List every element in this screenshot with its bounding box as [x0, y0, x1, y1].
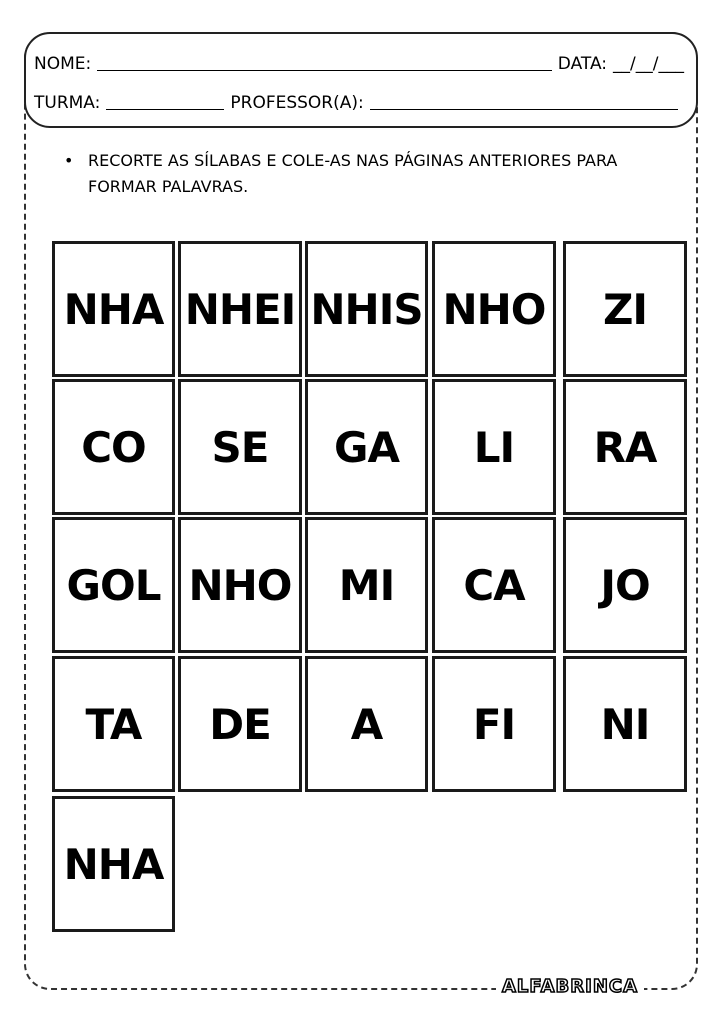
syllable-card[interactable]: CA [432, 517, 556, 653]
syllable-card[interactable]: GA [305, 379, 428, 515]
teacher-field[interactable] [370, 91, 678, 110]
syllable-card[interactable]: LI [432, 379, 556, 515]
date-label: DATA: [557, 54, 608, 74]
instruction-text: RECORTE AS SÍLABAS E COLE-AS NAS PÁGINAS ANTERIORES PARA FORMAR PALAVRAS. [88, 151, 618, 196]
syllable-card[interactable]: GOL [52, 517, 175, 653]
brand-logo: ALFABRINCA [496, 976, 644, 997]
syllable-card[interactable]: SE [178, 379, 302, 515]
name-label: NOME: [34, 54, 92, 74]
teacher-label: PROFESSOR(A): [230, 93, 364, 113]
syllable-card[interactable]: FI [432, 656, 556, 792]
syllable-card[interactable]: NHEI [178, 241, 302, 377]
syllable-card[interactable]: NHA [52, 796, 175, 932]
bullet-icon: • [64, 151, 74, 170]
syllable-card[interactable]: TA [52, 656, 175, 792]
syllable-card[interactable]: JO [563, 517, 687, 653]
syllable-card[interactable]: NI [563, 656, 687, 792]
header-row-class-teacher [34, 87, 684, 113]
syllable-card[interactable]: CO [52, 379, 175, 515]
header-box [24, 32, 698, 128]
class-field[interactable] [106, 91, 224, 110]
syllable-card[interactable]: NHIS [305, 241, 428, 377]
syllable-card[interactable]: NHO [178, 517, 302, 653]
date-field[interactable]: __/__/___ [613, 54, 684, 74]
syllable-card[interactable]: MI [305, 517, 428, 653]
syllable-card[interactable]: NHO [432, 241, 556, 377]
syllable-card[interactable]: NHA [52, 241, 175, 377]
header-row-name-date [34, 48, 684, 74]
class-label: TURMA: [34, 93, 101, 113]
syllable-card[interactable]: RA [563, 379, 687, 515]
syllable-card[interactable]: DE [178, 656, 302, 792]
syllable-card[interactable]: ZI [563, 241, 687, 377]
name-field[interactable] [97, 52, 552, 71]
syllable-card[interactable]: A [305, 656, 428, 792]
